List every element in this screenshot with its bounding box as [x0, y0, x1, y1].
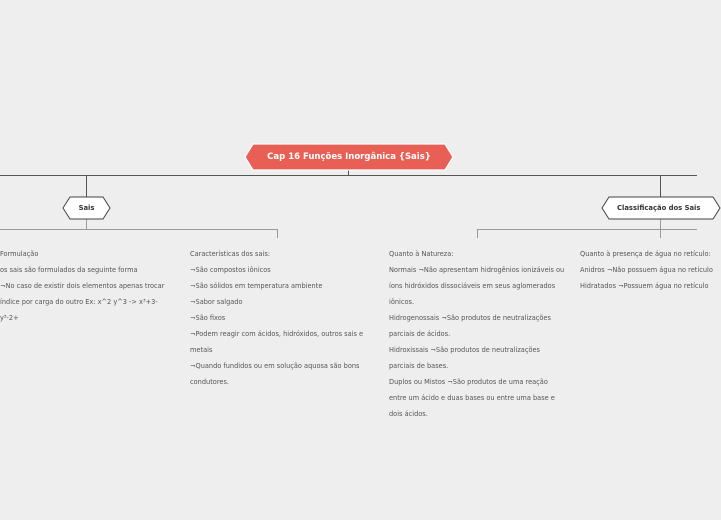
note-line: Hidrogenossais ¬São produtos de neutralizações — [389, 314, 551, 322]
classificacao-child-horizontal — [477, 229, 697, 230]
note-line: iônicos. — [389, 298, 415, 306]
note-line: dois ácidos. — [389, 410, 428, 418]
note-line: ¬Quando fundidos ou em solução aquosa são bons — [190, 362, 360, 370]
classificacao-note-2-connector — [660, 229, 661, 238]
classificacao-child-connector — [660, 219, 661, 229]
note-line: ¬São compostos iônicos — [190, 266, 271, 274]
root-topic-label: Cap 16 Funções Inorgânica {Sais} — [267, 152, 431, 162]
note-line: Hidratados ¬Possuem água no retículo — [580, 282, 709, 290]
note-line: Quanto à Natureza: — [389, 250, 454, 258]
sais-note-2-connector — [277, 229, 278, 238]
note-line: y³-2+ — [0, 314, 19, 322]
note-line: ¬São sólidos em temperatura ambiente — [190, 282, 323, 290]
sais-child-horizontal — [0, 229, 278, 230]
note-line: ¬São fixos — [190, 314, 226, 322]
note-line: os sais são formulados da seguinte forma — [0, 266, 138, 274]
note-line: índice por carga do outro Ex: x^2 y^3 -> x³+3- — [0, 298, 158, 306]
note-line: entre um ácido e duas bases ou entre uma base e — [389, 394, 555, 402]
sais-child-connector — [86, 219, 87, 229]
note-line: parciais de bases. — [389, 362, 449, 370]
note-line: ¬No caso de existir dois elementos apenas trocar — [0, 282, 165, 290]
sais-connector — [86, 175, 87, 197]
root-topic-node[interactable] — [244, 143, 454, 171]
note-line: parciais de ácidos. — [389, 330, 451, 338]
classificacao-topic-label: Classificação dos Sais — [617, 204, 701, 212]
note-line: Anidros ¬Não possuem água no retículo — [580, 266, 713, 274]
classificacao-connector — [660, 175, 661, 197]
note-line: Características dos sais: — [190, 250, 270, 258]
note-line: Quanto à presença de água no retículo: — [580, 250, 711, 258]
note-line: ¬Sabor salgado — [190, 298, 243, 306]
sais-topic-label: Sais — [78, 204, 95, 212]
classificacao-note-1-connector — [477, 229, 478, 238]
note-line: metais — [190, 346, 213, 354]
sais-topic-node[interactable] — [62, 196, 111, 220]
note-caracteristicas — [190, 242, 375, 394]
note-line: Normais ¬Não apresentam hidrogênios ionizáveis ou — [389, 266, 565, 274]
note-line: Formulação — [0, 250, 39, 258]
classificacao-topic-node[interactable] — [601, 196, 701, 220]
note-line: Duplos ou Mistos ¬São produtos de uma reação — [389, 378, 548, 386]
note-line: íons hidróxidos dissociáveis em seus aglomerados — [389, 282, 556, 290]
note-line: ¬Podem reagir com ácidos, hidróxidos, outros sais e — [190, 330, 364, 338]
note-line: condutores. — [190, 378, 229, 386]
main-horizontal-connector — [0, 175, 697, 176]
note-formulacao — [0, 242, 170, 330]
note-quanto-agua — [580, 242, 713, 298]
note-quanto-natureza — [389, 242, 569, 426]
note-line: Hidroxissais ¬São produtos de neutralizações — [389, 346, 540, 354]
